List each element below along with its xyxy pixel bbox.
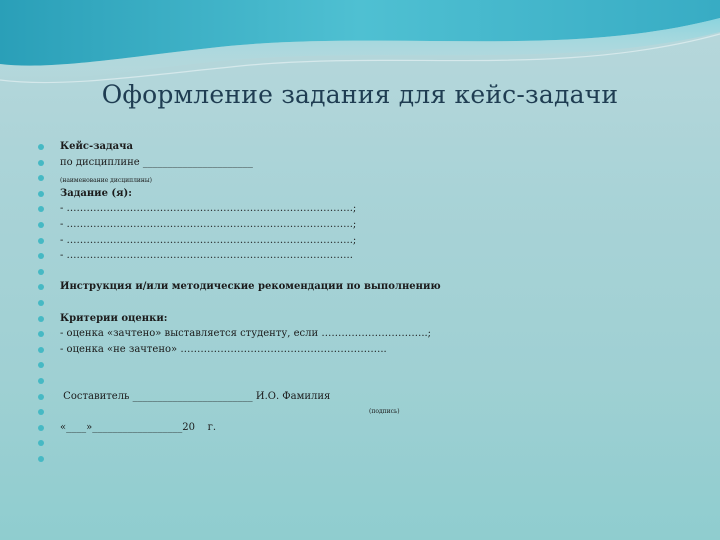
list-item [0, 390, 720, 406]
bullet-icon [38, 440, 44, 446]
bullet-icon [38, 144, 44, 150]
list-item [0, 296, 720, 312]
list-item-text: Задание (я): [60, 187, 132, 199]
bullet-icon [38, 253, 44, 259]
list-item [0, 436, 720, 452]
list-item [0, 202, 720, 218]
list-item [0, 280, 720, 296]
list-item-text: Кейс-задача [60, 141, 133, 152]
list-item [0, 249, 720, 265]
list-item-text: - оценка «зачтено» выставляется студенту, если …………………………..; [60, 328, 432, 340]
bullet-icon [38, 331, 44, 337]
signature-caption: (подпись) [369, 408, 400, 416]
list-item-text: - …………………………………………………………………………..; [60, 203, 357, 215]
bullet-icon [38, 222, 44, 228]
list-item [0, 171, 720, 187]
page-title: Оформление задания для кейс-задачи [101, 80, 619, 109]
list-item-text: Критерии оценки: [60, 312, 168, 324]
list-item-text: «____»__________________20 г. [60, 421, 217, 433]
list-item [0, 187, 720, 203]
bullet-icon [38, 175, 44, 181]
list-item [0, 140, 720, 156]
list-item-text: - …………………………………………………………………………..; [60, 234, 357, 246]
list-item-text: - …………………………………………………………………………..; [60, 219, 357, 230]
list-item [0, 405, 720, 421]
bullet-icon [38, 300, 44, 306]
list-item [0, 265, 720, 281]
list-item-text: Составитель ________________________ И.О. Фамилия [60, 390, 331, 402]
list-item [0, 156, 720, 172]
list-item [0, 374, 720, 390]
list-item-text: Инструкция и/или методические рекомендации по выполнению [60, 281, 441, 293]
list-item [0, 421, 720, 437]
bullet-icon [38, 206, 44, 212]
list-item [0, 452, 720, 468]
list-item [0, 327, 720, 343]
list-item [0, 234, 720, 250]
list-item [0, 358, 720, 374]
bullet-icon [38, 284, 44, 290]
bullet-icon [38, 160, 44, 166]
list-item-text: по дисциплине ______________________ [60, 156, 253, 168]
bullet-icon [38, 316, 44, 322]
bullet-icon [38, 347, 44, 353]
list-item [0, 218, 720, 234]
bullet-icon [38, 269, 44, 275]
bullet-icon [38, 456, 44, 462]
bullet-icon [38, 362, 44, 368]
bullet-icon [38, 394, 44, 400]
list-item-text: - оценка «не зачтено» …………………………………………………….. [60, 343, 387, 355]
list-item [0, 312, 720, 328]
bullet-icon [38, 191, 44, 197]
bullet-icon [38, 409, 44, 415]
list-item [0, 343, 720, 359]
bullet-icon [38, 238, 44, 244]
bullet-icon [38, 425, 44, 431]
list-item-text: (наименование дисциплины) [60, 177, 152, 185]
list-item-text: - ………………………………………………………………………….. [60, 250, 353, 262]
bullet-icon [38, 378, 44, 384]
